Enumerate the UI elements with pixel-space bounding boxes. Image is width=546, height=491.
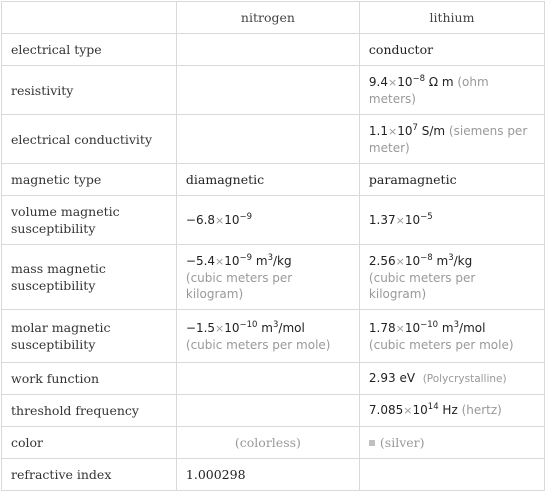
nitrogen-volume-magnetic-susceptibility bbox=[176, 196, 359, 245]
times-sign: × bbox=[215, 321, 225, 335]
mantissa: −1.5 bbox=[185, 320, 216, 335]
times-sign: × bbox=[395, 213, 405, 227]
table-row bbox=[2, 196, 545, 245]
value: 2.93 eV bbox=[368, 371, 416, 385]
row-label-electrical-type: electrical type bbox=[2, 34, 177, 66]
mantissa: 1.1 bbox=[368, 123, 389, 138]
times-sign: × bbox=[395, 254, 405, 268]
base: 10 bbox=[404, 253, 421, 268]
base: 10 bbox=[404, 320, 421, 335]
unit-description: (hertz) bbox=[457, 403, 502, 417]
base: 10 bbox=[397, 123, 413, 138]
table-row bbox=[2, 66, 545, 115]
exponent: −5 bbox=[420, 211, 433, 222]
unit: Hz bbox=[438, 403, 458, 417]
unit-description: (siemens per meter) bbox=[368, 123, 528, 155]
exponent: −9 bbox=[239, 252, 253, 263]
lithium-electrical-type: conductor bbox=[359, 34, 544, 66]
lithium-volume-magnetic-susceptibility bbox=[359, 196, 544, 245]
table-row bbox=[2, 427, 545, 459]
times-sign: × bbox=[388, 124, 398, 138]
corner-cell bbox=[2, 2, 177, 34]
unit-denominator: /mol bbox=[459, 320, 486, 335]
nitrogen-threshold-frequency bbox=[176, 395, 359, 427]
mantissa: 1.37 bbox=[368, 212, 396, 227]
exponent: −8 bbox=[420, 252, 433, 263]
unit-description: (cubic meters per kilogram) bbox=[368, 270, 476, 301]
lithium-magnetic-type: paramagnetic bbox=[359, 164, 544, 196]
column-header-lithium: lithium bbox=[359, 2, 544, 34]
unit-exponent: 3 bbox=[273, 319, 279, 330]
table-row bbox=[2, 459, 545, 491]
row-label-color: color bbox=[2, 427, 177, 459]
nitrogen-mass-magnetic-susceptibility bbox=[176, 245, 359, 310]
base: 10 bbox=[224, 253, 240, 268]
row-label-electrical-conductivity: electrical conductivity bbox=[2, 115, 177, 164]
row-label-resistivity: resistivity bbox=[2, 66, 177, 115]
unit-denominator: /kg bbox=[453, 253, 473, 268]
table-row bbox=[2, 310, 545, 363]
exponent: 14 bbox=[427, 402, 439, 412]
column-header-nitrogen: nitrogen bbox=[176, 2, 359, 34]
nitrogen-molar-magnetic-susceptibility bbox=[176, 310, 359, 363]
lithium-threshold-frequency bbox=[359, 395, 544, 427]
exponent: −9 bbox=[239, 211, 253, 222]
nitrogen-refractive-index: 1.000298 bbox=[176, 459, 359, 491]
table-row bbox=[2, 363, 545, 395]
table-row bbox=[2, 164, 545, 196]
exponent: −10 bbox=[239, 319, 258, 330]
nitrogen-resistivity bbox=[176, 66, 359, 115]
properties-table bbox=[1, 1, 545, 491]
table-row bbox=[2, 245, 545, 310]
unit-description: (ohm meters) bbox=[368, 74, 489, 106]
base: 10 bbox=[412, 403, 428, 417]
times-sign: × bbox=[215, 213, 225, 227]
exponent: −8 bbox=[412, 73, 426, 84]
mantissa: −5.4 bbox=[185, 253, 216, 268]
base: 10 bbox=[397, 74, 413, 89]
table-row bbox=[2, 115, 545, 164]
unit-exponent: 3 bbox=[267, 252, 273, 263]
nitrogen-work-function bbox=[176, 363, 359, 395]
mantissa: −6.8 bbox=[185, 212, 216, 227]
color-swatch bbox=[369, 440, 375, 446]
mantissa: 9.4 bbox=[368, 74, 389, 89]
nitrogen-color bbox=[176, 427, 359, 459]
times-sign: × bbox=[403, 404, 413, 417]
unit: Ω m bbox=[425, 74, 454, 89]
unit: m bbox=[257, 320, 273, 335]
unit: S/m bbox=[417, 123, 446, 138]
base: 10 bbox=[224, 212, 240, 227]
row-label-molar-magnetic-susceptibility: molar magnetic susceptibility bbox=[2, 310, 177, 363]
nitrogen-electrical-type bbox=[176, 34, 359, 66]
lithium-electrical-conductivity bbox=[359, 115, 544, 164]
lithium-refractive-index bbox=[359, 459, 544, 491]
unit-denominator: /kg bbox=[273, 253, 292, 268]
lithium-resistivity bbox=[359, 66, 544, 115]
row-label-work-function: work function bbox=[2, 363, 177, 395]
lithium-color bbox=[359, 427, 544, 459]
lithium-molar-magnetic-susceptibility bbox=[359, 310, 544, 363]
row-label-mass-magnetic-susceptibility: mass magnetic susceptibility bbox=[2, 245, 177, 310]
unit: m bbox=[438, 320, 454, 335]
lithium-work-function bbox=[359, 363, 544, 395]
times-sign: × bbox=[395, 321, 405, 335]
table-row bbox=[2, 34, 545, 66]
mantissa: 7.085 bbox=[368, 403, 404, 417]
unit-exponent: 3 bbox=[448, 252, 454, 263]
lithium-mass-magnetic-susceptibility bbox=[359, 245, 544, 310]
unit-description: (cubic meters per kilogram) bbox=[185, 270, 293, 301]
header-row bbox=[2, 2, 545, 34]
row-label-volume-magnetic-susceptibility: volume magnetic susceptibility bbox=[2, 196, 177, 245]
color-name: (colorless) bbox=[234, 435, 301, 450]
exponent: 7 bbox=[412, 122, 418, 133]
unit-exponent: 3 bbox=[453, 319, 460, 330]
unit: m bbox=[432, 253, 449, 268]
times-sign: × bbox=[388, 75, 398, 89]
exponent: −10 bbox=[420, 319, 439, 330]
unit: m bbox=[252, 253, 268, 268]
times-sign: × bbox=[215, 254, 225, 268]
nitrogen-electrical-conductivity bbox=[176, 115, 359, 164]
row-label-refractive-index: refractive index bbox=[2, 459, 177, 491]
unit-denominator: /mol bbox=[278, 320, 305, 335]
row-label-magnetic-type: magnetic type bbox=[2, 164, 177, 196]
unit-description: (cubic meters per mole) bbox=[185, 337, 331, 352]
base: 10 bbox=[404, 212, 421, 227]
table-row bbox=[2, 395, 545, 427]
unit-description: (cubic meters per mole) bbox=[368, 337, 514, 352]
mantissa: 1.78 bbox=[368, 320, 396, 335]
note: (Polycrystalline) bbox=[422, 373, 507, 385]
base: 10 bbox=[224, 320, 240, 335]
mantissa: 2.56 bbox=[368, 253, 396, 268]
color-name: (silver) bbox=[379, 435, 425, 450]
nitrogen-magnetic-type: diamagnetic bbox=[176, 164, 359, 196]
row-label-threshold-frequency: threshold frequency bbox=[2, 395, 177, 427]
